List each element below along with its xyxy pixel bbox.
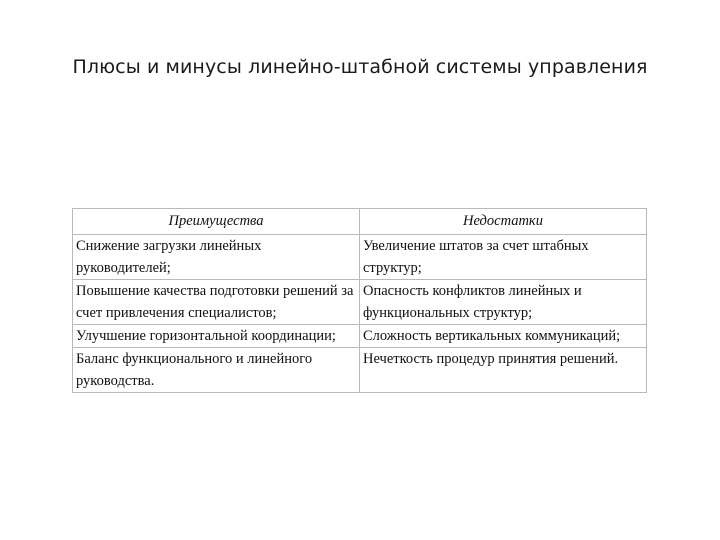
table-row [73, 280, 647, 325]
disadvantage-text: Сложность вертикальных коммуникаций; [363, 328, 621, 344]
advantage-text: Снижение загрузки линейных руководителей; [76, 238, 262, 276]
table-row [73, 348, 647, 393]
table-header-row [73, 209, 647, 235]
table-row [73, 235, 647, 280]
advantage-cell [73, 235, 360, 280]
header-advantages: Преимущества [73, 209, 360, 235]
advantage-text: Улучшение горизонтальной координации; [76, 328, 336, 344]
disadvantage-cell [360, 235, 647, 280]
advantage-cell [73, 348, 360, 393]
disadvantage-cell [360, 348, 647, 393]
advantage-text: Повышение качества подготовки решений за счет привлечения специалистов; [76, 283, 354, 321]
disadvantage-cell [360, 325, 647, 348]
table-row [73, 325, 647, 348]
disadvantage-text: Нечеткость процедур принятия решений. [363, 351, 619, 367]
slide-title: Плюсы и минусы линейно-штабной системы управления [72, 56, 648, 78]
disadvantage-cell [360, 280, 647, 325]
disadvantage-text: Увеличение штатов за счет штабных структур; [363, 238, 589, 276]
header-disadvantages: Недостатки [360, 209, 647, 235]
comparison-table [72, 208, 647, 393]
comparison-table-container [72, 208, 646, 393]
disadvantage-text: Опасность конфликтов линейных и функциональных структур; [363, 283, 582, 321]
advantage-cell [73, 325, 360, 348]
advantage-text: Баланс функционального и линейного руководства. [76, 351, 313, 389]
advantage-cell [73, 280, 360, 325]
